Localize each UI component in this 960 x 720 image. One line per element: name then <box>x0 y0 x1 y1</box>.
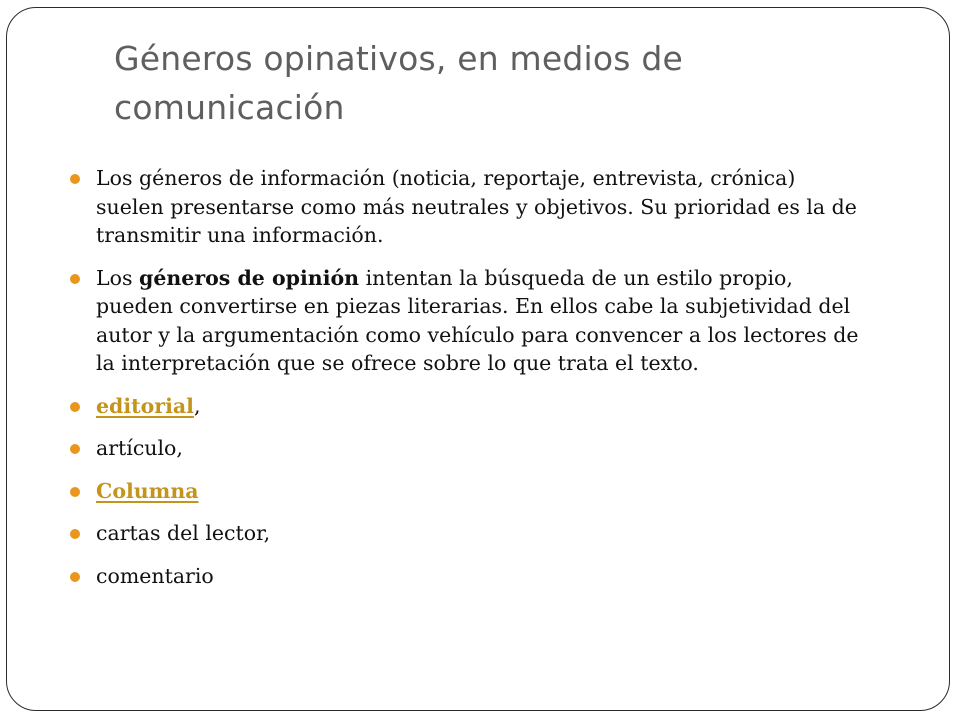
bullet-icon <box>70 402 80 412</box>
list-item-articulo <box>96 434 866 463</box>
paragraph-opinion-prefix: Los <box>96 265 139 290</box>
bullet-icon <box>70 572 80 582</box>
bullet-icon <box>70 529 80 539</box>
list-item-opinion <box>96 264 866 378</box>
cartas-text: cartas del lector, <box>96 521 271 545</box>
bullet-list <box>96 164 866 604</box>
list-item-comentario <box>96 562 866 591</box>
bullet-icon <box>70 444 80 454</box>
paragraph-opinion-suffix: intentan la búsqueda de un estilo propio, pueden convertirse en piezas literarias. En ellos cabe la subjetividad del autor y la argumentación como vehículo para convencer a los lectores de la interpretación que se ofrece sobre lo que trata el texto. <box>96 265 859 375</box>
list-item-cartas <box>96 519 866 548</box>
list-item-columna <box>96 477 866 506</box>
bullet-icon <box>70 487 80 497</box>
bullet-icon <box>70 174 80 184</box>
list-item-editorial <box>96 392 866 421</box>
editorial-link[interactable]: editorial <box>96 393 194 418</box>
comentario-text: comentario <box>96 563 214 588</box>
list-item-informacion <box>96 164 866 250</box>
paragraph-opinion-emphasis: géneros de opinión <box>139 265 360 290</box>
slide-frame <box>6 7 950 711</box>
slide-title: Géneros opinativos, en medios de comunicación <box>114 39 684 127</box>
bullet-icon <box>70 274 80 284</box>
paragraph-informacion: Los géneros de información (noticia, reportaje, entrevista, crónica) suelen presentarse como más neutrales y objetivos. Su prioridad es la de transmitir una información. <box>96 166 857 247</box>
columna-link[interactable]: Columna <box>96 478 199 503</box>
editorial-trailing: , <box>193 393 201 418</box>
articulo-text: artículo, <box>96 436 183 460</box>
